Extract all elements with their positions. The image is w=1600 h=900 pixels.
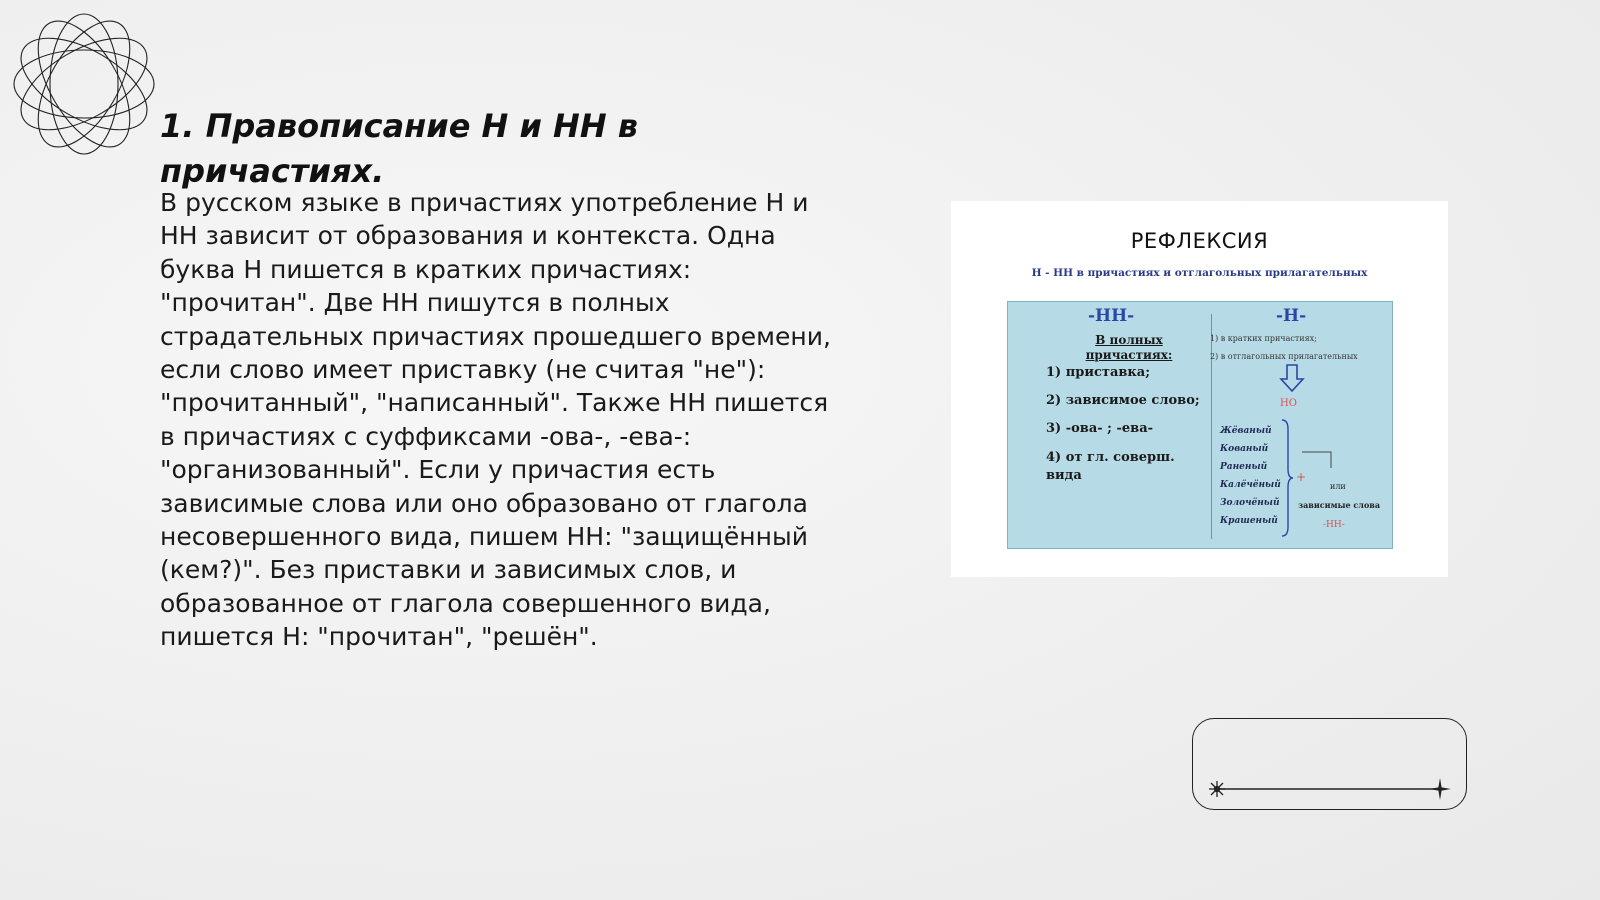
right-note: 2) в отглагольных прилагательных [1210,352,1358,361]
list-item: Кованый [1220,444,1269,454]
navigation-box [1192,718,1467,810]
plus-icon: + [1296,470,1307,484]
body-text: В русском языке в причастиях употребление Н и НН зависит от образования и контекста. Одна буква Н пишется в кратких причастиях: "прочитан". Две НН пишутся в полных страдательных причастиях прошедшего времени, если слово имеет приставку (не считая "не"): "прочитанный", "написанный". Также НН пишется в причастиях с суффиксами -ова-, -ева-: "организованный". Если у причастия есть зависимые слова или оно образовано от глагола несовершенного вида, пишем НН: "защищённый (кем?)". Без приставки и зависимых слов, и образованное от глагола совершенного вида, пишется Н: "прочитан", "решён". [160,188,831,652]
bracket-mark-icon [1301,451,1333,469]
brace-icon [1280,419,1294,537]
list-item: Золочёный [1220,498,1280,508]
reflection-title: РЕФЛЕКСИЯ [1130,229,1269,253]
list-item: Крашеный [1220,516,1278,526]
reflection-image [951,201,1448,577]
n-column-head: -Н- [1276,306,1307,326]
rule-item: 1) приставка; [1046,365,1151,380]
slide-title: 1. Правописание Н и НН в причастиях. [160,107,638,190]
rule-item: 3) -ова- ; -ева- [1046,421,1154,436]
down-arrow-icon [1279,364,1305,392]
or-label: или [1330,482,1346,491]
list-item: Раненый [1220,462,1268,472]
reflection-subtitle: Н - НН в причастиях и отглагольных прилагательных [1031,267,1368,279]
nn-result-label: -НН- [1323,520,1345,530]
right-note: 1) в кратких причастиях; [1210,334,1317,343]
rule-item: 2) зависимое слово; [1046,393,1200,408]
column-divider [1211,314,1212,539]
dependent-words-label: зависимые слова [1298,500,1381,510]
nn-column-head: -НН- [1088,306,1135,326]
full-participles-head: В полных причастиях: [1085,333,1173,362]
progress-line [1193,719,1468,811]
orbit-ornament-icon [10,10,158,158]
rule-item: 4) от гл. соверш. вида [1046,450,1175,483]
sparkle-icon [1209,781,1225,797]
rules-table [1007,301,1393,549]
star-icon [1429,778,1451,800]
list-item: Жёваный [1220,426,1272,436]
exception-label: НО [1280,398,1297,409]
list-item: Калёчёный [1220,480,1281,490]
